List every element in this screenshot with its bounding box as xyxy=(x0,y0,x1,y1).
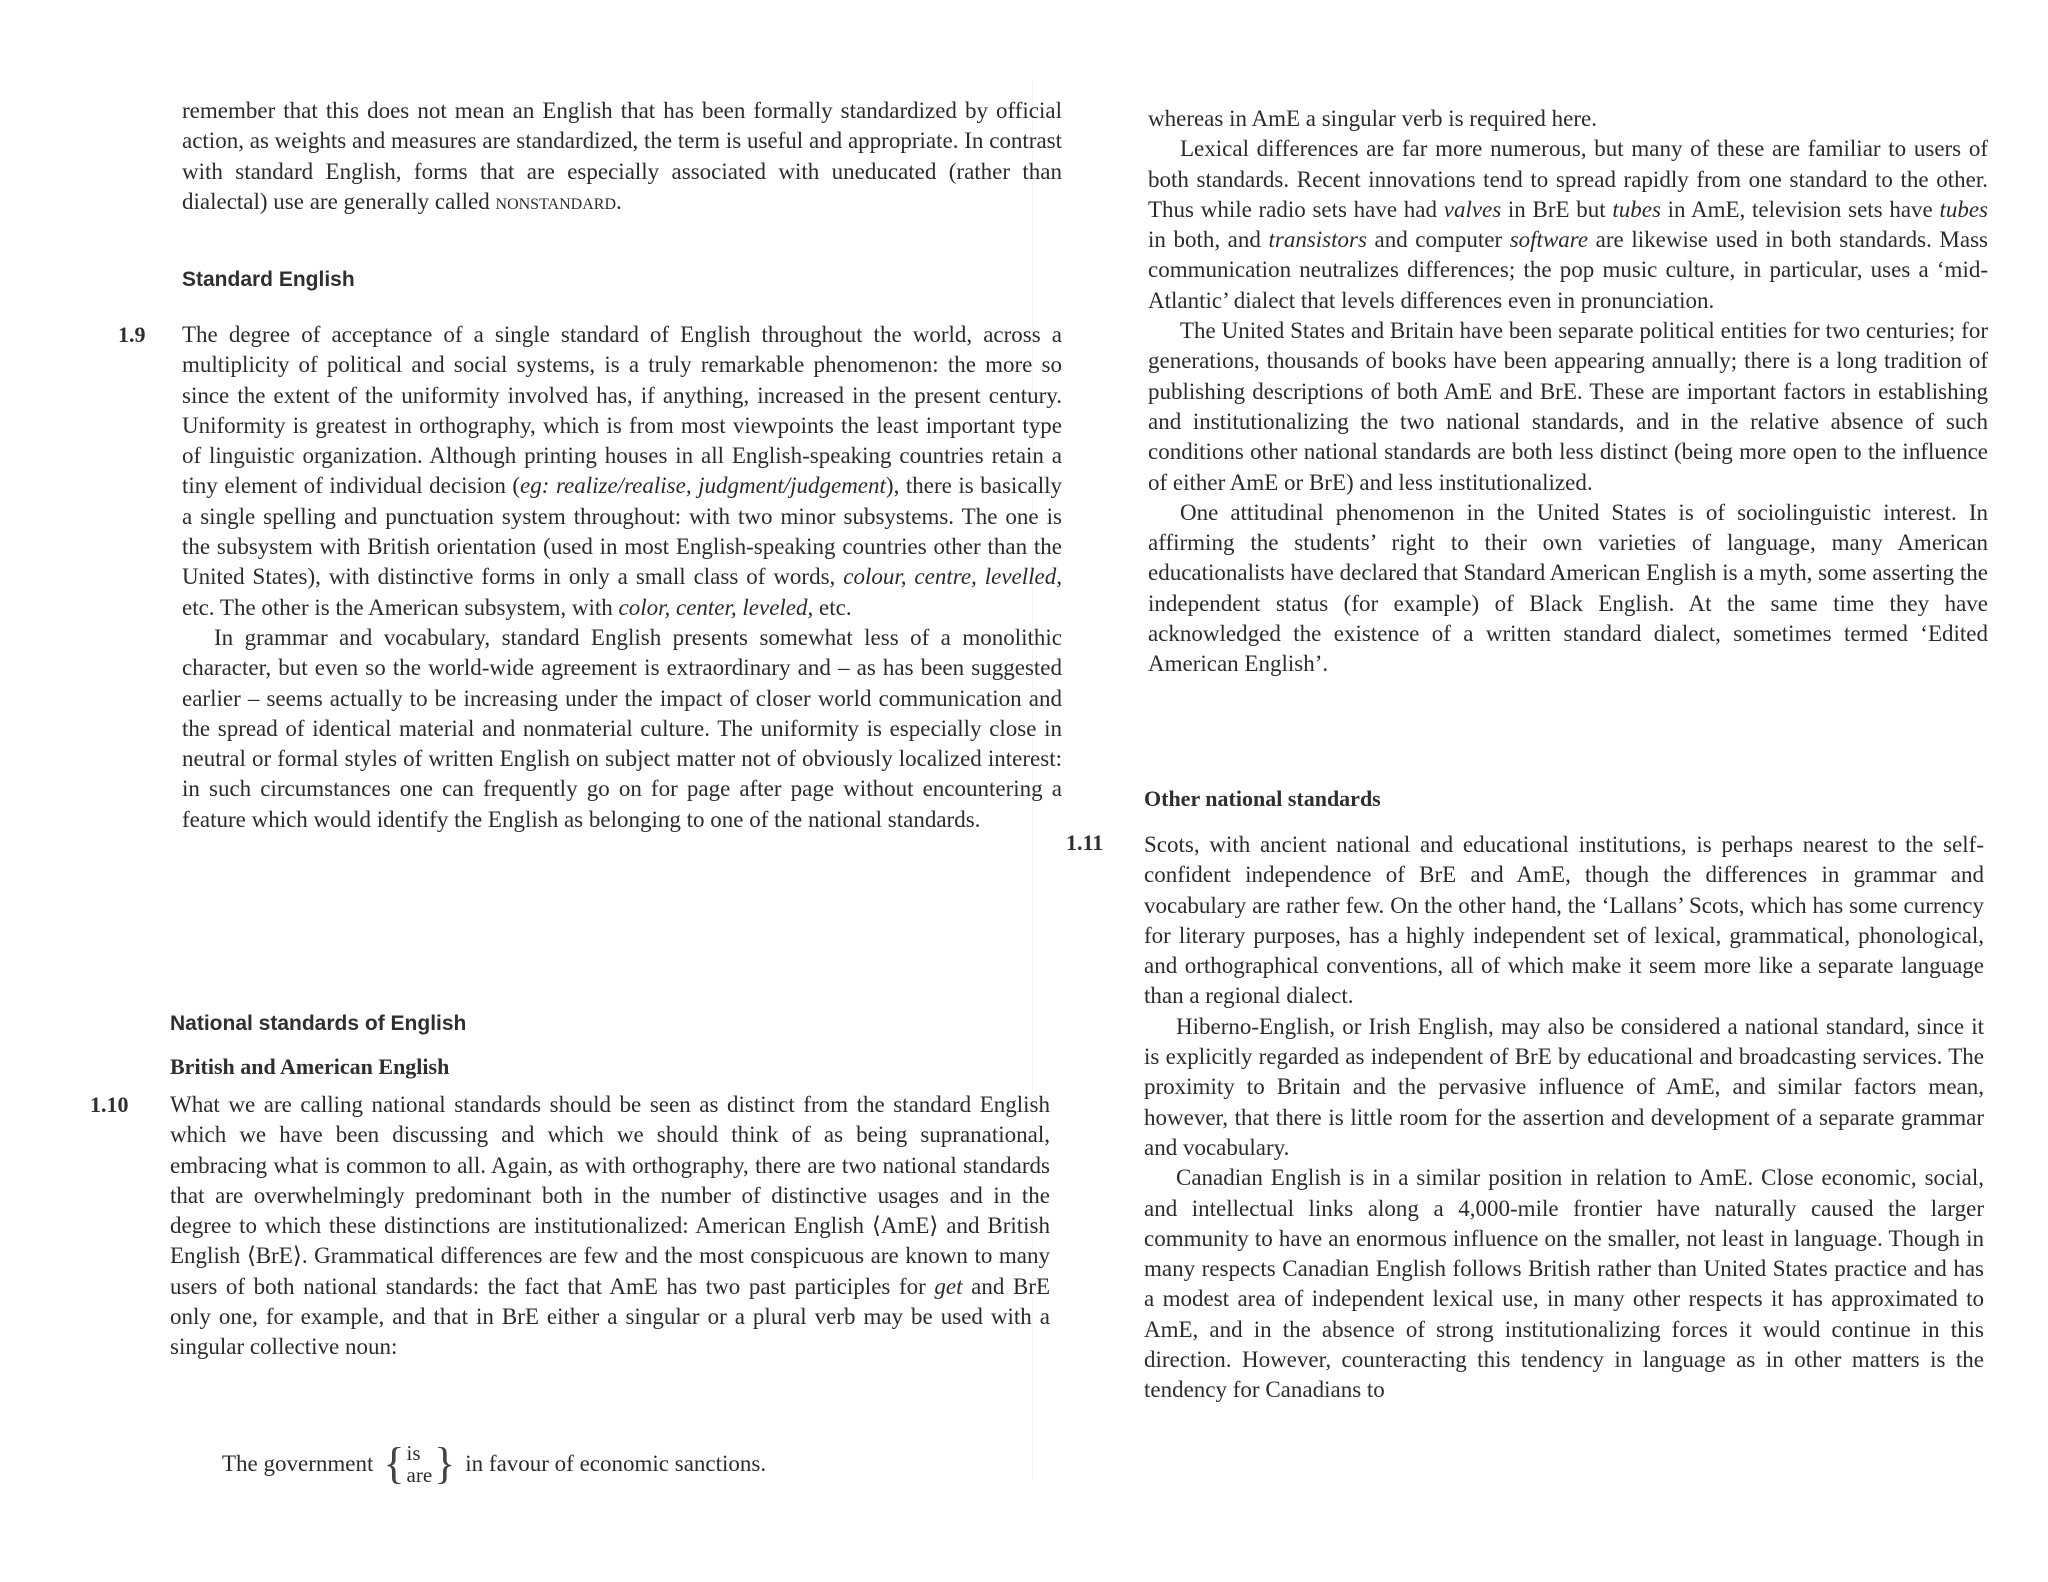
heading-other-national-standards: Other national standards xyxy=(1144,786,1381,811)
verb-options xyxy=(405,1442,435,1486)
attitudinal-paragraph: One attitudinal phenomenon in the United States is of sociolinguistic interest. In affirming the students’ right to their own varieties of language, many American educationalists have declared that Standard American English is a myth, some asserting the independent status (for example) of Black English. At the same time they have acknowledged the existence of a written standard dialect, sometimes termed ‘Edited American English’. xyxy=(1148,499,1988,677)
section-number-1-11: 1.11 xyxy=(1066,830,1104,855)
section-number-1-10: 1.10 xyxy=(90,1092,129,1117)
example-rest: in favour of economic sanctions. xyxy=(465,1451,767,1476)
section-1-11-block xyxy=(1144,830,1984,1406)
left-brace: { xyxy=(383,1439,405,1488)
heading-standard-english: Standard English xyxy=(182,268,355,291)
right-brace: } xyxy=(434,1439,456,1488)
heading-other-block xyxy=(1144,786,1381,812)
section-1-10-block xyxy=(170,1090,1050,1363)
section-1-9-second-paragraph: In grammar and vocabulary, standard English presents somewhat less of a monolithic character, but even so the world-wide agreement is extraordinary and – as has been suggested earlier – seems actually to be increasing under the impact of closer world communication and the spread of identical material and nonmaterial culture. The uniformity is especially close in neutral or formal styles of written English on subject matter not of obviously localized interest: in such circumstances one can frequently go on for page after page without encountering a feature which would identify the English as belonging to one of the national standards. xyxy=(182,624,1062,832)
intro-paragraph: remember that this does not mean an English that has been formally standardized by official action, as weights and measures are standardized, the term is useful and appropriate. In contrast with standard English, forms that are especially associated with uneducated (rather than dialectal) use are generally called nonstandard. xyxy=(182,98,1062,214)
section-number-1-9: 1.9 xyxy=(118,322,146,347)
heading-brit-amer-block xyxy=(170,1054,449,1080)
canadian-english-paragraph: Canadian English is in a similar position in relation to AmE. Close economic, social, and intellectual links along a 4,000-mile frontier have naturally caused the larger community to have an enormous influence on the smaller, not least in language. Though in many respects Canadian English follows British rather than United States practice and has a modest area of independent lexical use, in many other respects it has approximated to AmE, and in the absence of strong institutionalizing forces it would continue in this direction. However, counteracting this tendency in language as in other matters is the tendency for Canadians to xyxy=(1144,1165,1984,1403)
section-1-9-block xyxy=(182,320,1062,835)
example-subject: The government xyxy=(222,1451,374,1476)
example-sentence xyxy=(222,1439,767,1488)
intro-paragraph-block xyxy=(182,96,1062,217)
continuation-paragraph: whereas in AmE a singular verb is required here. xyxy=(1148,106,1597,131)
nonstandard-term: nonstandard xyxy=(495,188,617,214)
heading-national-standards: National standards of English xyxy=(170,1012,467,1035)
hiberno-english-paragraph: Hiberno-English, or Irish English, may also be considered a national standard, since it is explicitly regarded as independent of BrE by educational and broadcasting services. The proximity to Britain and the pervasive influence of AmE, and similar factors mean, however, that there is little room for the assertion and development of a separate grammar and vocabulary. xyxy=(1144,1013,1984,1160)
heading-standard-english-block xyxy=(182,268,355,292)
section-1-10-paragraph: What we are calling national standards should be seen as distinct from the standard English which we have been discussing and which we should think of as being supranational, embracing what is common to all. Again, as with orthography, there are two national standards that are overwhelmingly predominant both in the number of distinctive usages and in the degree to which these distinctions are institutionalized: American English ⟨AmE⟩ and British English ⟨BrE⟩. Grammatical differences are few and the most conspicuous are known to many users of both national standards: the fact that AmE has two past participles for get and BrE only one, for example, and that in BrE either a singular or a plural verb may be used with a singular collective noun: xyxy=(170,1092,1050,1360)
section-1-9-paragraph: The degree of acceptance of a single standard of English throughout the world, across a multiplicity of political and social systems, is a truly remarkable phenomenon: the more so since the extent of the uniformity involved has, if anything, increased in the present century. Uniformity is greatest in orthography, which is from most viewpoints the least important type of linguistic organization. Although printing houses in all English-speaking countries retain a tiny element of individual decision (eg: realize/realise, judgment/judgement), there is basically a single spelling and punctuation system throughout: with two minor subsystems. The one is the subsystem with British orientation (used in most English-speaking countries other than the United States), with distinctive forms in only a small class of words, colour, centre, levelled, etc. The other is the American subsystem, with color, center, leveled, etc. xyxy=(182,322,1063,620)
us-britain-paragraph: The United States and Britain have been separate political entities for two centuries; for generations, thousands of books have been appearing annually; there is a long tradition of publishing descriptions of both AmE and BrE. These are important factors in establishing and institutionalizing the two national standards, and in the relative absence of such conditions other national standards are both less distinct (being more open to the influence of either AmE or BrE) and less institutionalized. xyxy=(1148,318,1988,495)
heading-british-american-english: British and American English xyxy=(170,1054,450,1079)
scots-paragraph: Scots, with ancient national and educational institutions, is perhaps nearest to the self-confident independence of BrE and AmE, though the differences in grammar and vocabulary are rather few. On the other hand, the ‘Lallans’ Scots, which has some currency for literary purposes, has a highly independent set of lexical, grammatical, phonological, and orthographical conventions, all of which make it seem more like a separate language than a regional dialect. xyxy=(1144,832,1984,1009)
verb-option-is: is xyxy=(406,1441,421,1465)
lexical-differences-paragraph: Lexical differences are far more numerous, but many of these are familiar to users of both standards. Recent innovations tend to spread rapidly from one standard to the other. Thus while radio sets have had valves in BrE but tubes in AmE, television sets have tubes in both, and transistors and computer software are likewise used in both standards. Mass communication neutralizes differences; the pop music culture, in particular, uses a ‘mid-Atlantic’ dialect that levels differences even in pronunciation. xyxy=(1148,136,1989,313)
verb-choice-brace xyxy=(383,1439,456,1488)
verb-option-are: are xyxy=(406,1463,433,1487)
heading-national-standards-block xyxy=(170,1012,466,1036)
right-top-block xyxy=(1148,104,1988,680)
